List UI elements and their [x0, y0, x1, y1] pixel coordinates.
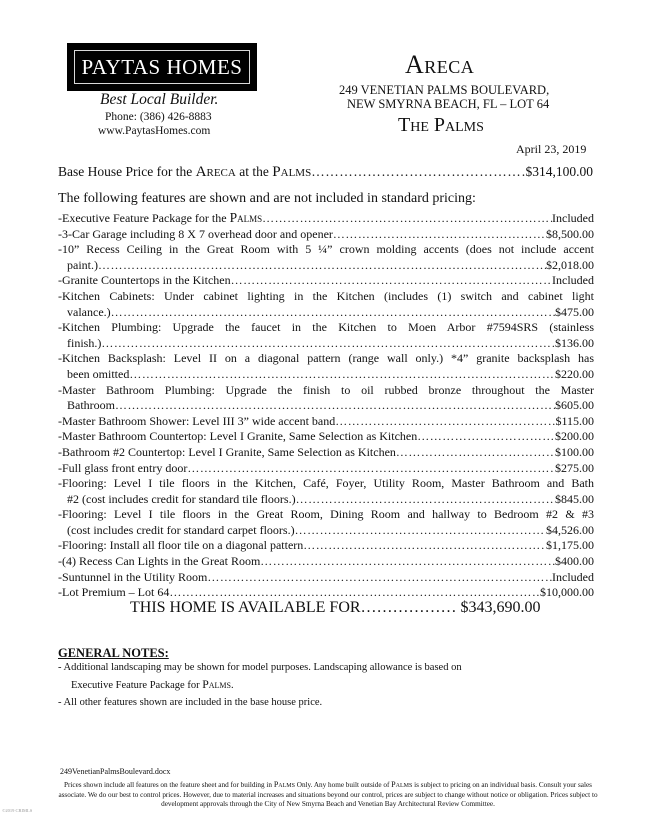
feature-text: -Bathroom #2 Countertop: Level I Granite, Same Selection as Kitchen: [58, 444, 396, 459]
website: www.PaytasHomes.com: [98, 125, 211, 137]
sheet-date: April 23, 2019: [516, 142, 587, 156]
note-1-community: Palms: [202, 678, 231, 691]
general-notes-heading: GENERAL NOTES:: [58, 646, 169, 660]
feature-description-line: -Master Bathroom Plumbing: Upgrade the finish to oil rubbed bronze throughout the Master: [58, 382, 594, 397]
feature-description-line: -Kitchen Backsplash: Level II on a diagonal pattern (range wall only.) *4” granite backsplash has: [58, 351, 594, 366]
address-line-1: 249 VENETIAN PALMS BOULEVARD,: [339, 83, 550, 97]
base-price-amount: $314,100.00: [525, 164, 593, 179]
feature-amount: $845.00: [555, 491, 594, 506]
feature-text: finish.): [67, 335, 102, 350]
feature-price-row: [58, 554, 594, 570]
tagline: Best Local Builder.: [100, 91, 219, 108]
available-amount: $343,690.00: [460, 599, 541, 616]
community-title: The Palms: [398, 114, 484, 136]
feature-amount: $4,526.00: [546, 522, 594, 537]
feature-item: [58, 445, 594, 461]
feature-price-row: [58, 210, 594, 227]
base-price-label: Base House Price for the: [58, 164, 196, 179]
feature-price-row: [58, 538, 594, 554]
general-notes: [58, 659, 598, 711]
feature-price-row: [58, 227, 594, 243]
feature-amount: Included: [552, 569, 594, 584]
feature-amount: $10,000.00: [540, 585, 594, 600]
feature-amount: $115.00: [555, 413, 594, 428]
feature-price-row: [58, 273, 594, 289]
note-1-line-2: [58, 676, 598, 694]
feature-price-row: [58, 398, 594, 414]
feature-price-row: [58, 305, 594, 321]
feature-text: (cost includes credit for standard carpet floors.): [67, 522, 295, 537]
feature-item: [58, 242, 594, 273]
feature-amount: $8,500.00: [546, 226, 594, 241]
feature-item: [58, 273, 594, 289]
model-title: Areca: [405, 50, 475, 79]
feature-text: -(4) Recess Can Lights in the Great Room: [58, 554, 261, 569]
feature-amount: $400.00: [555, 554, 594, 569]
available-label: THIS HOME IS AVAILABLE FOR: [130, 599, 361, 616]
footer-community-1: Palms: [273, 780, 295, 789]
feature-description-line: -10” Recess Ceiling in the Great Room with 5 ¼” crown molding accents (does not include accent: [58, 242, 594, 257]
feature-amount: $475.00: [555, 304, 594, 319]
feature-item: [58, 289, 594, 320]
base-price-community: Palms: [272, 164, 312, 180]
feature-price-row: [58, 258, 594, 274]
feature-amount: $605.00: [555, 398, 594, 413]
leader-dots: [303, 538, 546, 554]
leader-dots: [295, 523, 546, 539]
feature-text: #2 (cost includes credit for standard tile floors.): [67, 491, 296, 506]
feature-text: -3-Car Garage including 8 X 7 overhead door and opener: [58, 226, 333, 241]
leader-dots: [115, 398, 555, 414]
feature-item: [58, 461, 594, 477]
feature-item: [58, 429, 594, 445]
feature-item: [58, 570, 594, 586]
feature-description-line: -Kitchen Cabinets: Under cabinet lighting in the Kitchen (includes (1) switch and cabinet light: [58, 288, 594, 303]
feature-amount: Included: [552, 273, 594, 288]
document-filename: 249VenetianPalmsBoulevard.docx: [60, 767, 171, 776]
feature-amount: $200.00: [555, 429, 594, 444]
footer-part-1: Prices shown include all features on the feature sheet and for building in: [64, 781, 274, 789]
leader-dots: [129, 367, 555, 383]
feature-item: [58, 476, 594, 507]
leader-dots: [296, 492, 555, 508]
leader-dots: [231, 273, 552, 289]
leader-dots: [260, 554, 555, 570]
logo-text: PAYTAS HOMES: [74, 50, 250, 84]
feature-text: valance.): [67, 304, 111, 319]
feature-item: [58, 351, 594, 382]
leader-dots: [417, 429, 555, 445]
feature-price-row: [58, 570, 594, 586]
feature-price-row: [58, 445, 594, 461]
feature-community: Palms: [229, 210, 263, 225]
note-1-text: Executive Feature Package for: [71, 680, 203, 691]
feature-item: [58, 383, 594, 414]
feature-text: -Master Bathroom Countertop: Level I Granite, Same Selection as Kitchen: [58, 429, 418, 444]
feature-item: [58, 227, 594, 243]
feature-price-row: [58, 336, 594, 352]
feature-description-line: -Flooring: Level I tile floors in the Kitchen, Café, Foyer, Utility Room, Master Bathroom and Bath: [58, 476, 594, 491]
base-price-label-mid: at the: [235, 164, 273, 179]
base-price-row: [58, 164, 593, 181]
mls-watermark: ©2019 CRIMLS: [2, 808, 33, 813]
phone-number: Phone: (386) 426-8883: [105, 111, 212, 123]
feature-text: -Lot Premium – Lot 64: [58, 585, 170, 600]
feature-text: been omitted: [67, 366, 130, 381]
feature-item: [58, 507, 594, 538]
feature-item: [58, 554, 594, 570]
feature-text: -Granite Countertops in the Kitchen: [58, 273, 231, 288]
feature-text: -Executive Feature Package for the: [58, 211, 230, 225]
feature-price-row: [58, 367, 594, 383]
feature-item: [58, 538, 594, 554]
leader-dots: [101, 336, 555, 352]
feature-price-row: [58, 429, 594, 445]
feature-amount: $2,018.00: [546, 257, 594, 272]
leader-dots: [335, 414, 555, 430]
available-dots: ………………: [360, 599, 457, 616]
feature-text: paint.): [67, 257, 98, 272]
feature-list: [58, 210, 594, 601]
features-heading: The following features are shown and are not included in standard pricing:: [58, 191, 476, 206]
feature-text: -Suntunnel in the Utility Room: [58, 569, 208, 584]
note-1-line-1: - Additional landscaping may be shown for model purposes. Landscaping allowance is based on: [58, 662, 462, 673]
feature-text: -Flooring: Install all floor tile on a diagonal pattern: [58, 538, 304, 553]
feature-item: [58, 320, 594, 351]
leader-dots: [333, 227, 546, 243]
paytas-homes-logo: [67, 43, 257, 91]
feature-amount: $220.00: [555, 366, 594, 381]
leader-dots: [396, 445, 555, 461]
leader-dots: [187, 461, 555, 477]
feature-description-line: -Kitchen Plumbing: Upgrade the faucet in the Kitchen to Moen Arbor #7594SRS (stainless: [58, 320, 594, 335]
feature-price-row: [58, 461, 594, 477]
feature-amount: $1,175.00: [546, 538, 594, 553]
footer-part-3: is subject to pricing on an individual basis. Consult your sales associate. We do our best to control prices. However, due to material increases and situations beyond our control, prices are subject to change without notice or obligation. Prices subject to development approvals through the City of New Smyrna Beach and Venetian Bay Architectural Review Committee.: [58, 781, 598, 809]
feature-text: Bathroom: [67, 398, 115, 413]
feature-item: [58, 210, 594, 227]
address-line-2: NEW SMYRNA BEACH, FL – LOT 64: [347, 97, 550, 111]
feature-text: -Master Bathroom Shower: Level III 3” wide accent band: [58, 413, 336, 428]
feature-description-line: -Flooring: Level I tile floors in the Great Room, Dining Room and hallway to Bedroom #2 & #3: [58, 507, 594, 522]
footer-part-2: Only. Any home built outside of: [294, 781, 392, 789]
feature-item: [58, 414, 594, 430]
footer-disclaimer: [58, 780, 598, 810]
feature-price-row: [58, 414, 594, 430]
feature-text: -Full glass front entry door: [58, 460, 188, 475]
feature-amount: $136.00: [555, 335, 594, 350]
base-price-model: Areca: [195, 164, 236, 180]
leader-dots: [98, 258, 546, 274]
note-2: - All other features shown are included in the base house price.: [58, 697, 323, 708]
feature-amount: Included: [552, 211, 594, 225]
leader-dots: [262, 211, 552, 227]
feature-price-row: [58, 492, 594, 508]
leader-dots: [207, 570, 552, 586]
feature-amount: $275.00: [555, 460, 594, 475]
leader-dots: [311, 164, 525, 180]
note-1-end: .: [230, 680, 234, 691]
feature-amount: $100.00: [555, 444, 594, 459]
footer-community-2: Palms: [391, 780, 413, 789]
leader-dots: [111, 305, 555, 321]
available-price-line: [130, 599, 541, 617]
feature-price-row: [58, 523, 594, 539]
